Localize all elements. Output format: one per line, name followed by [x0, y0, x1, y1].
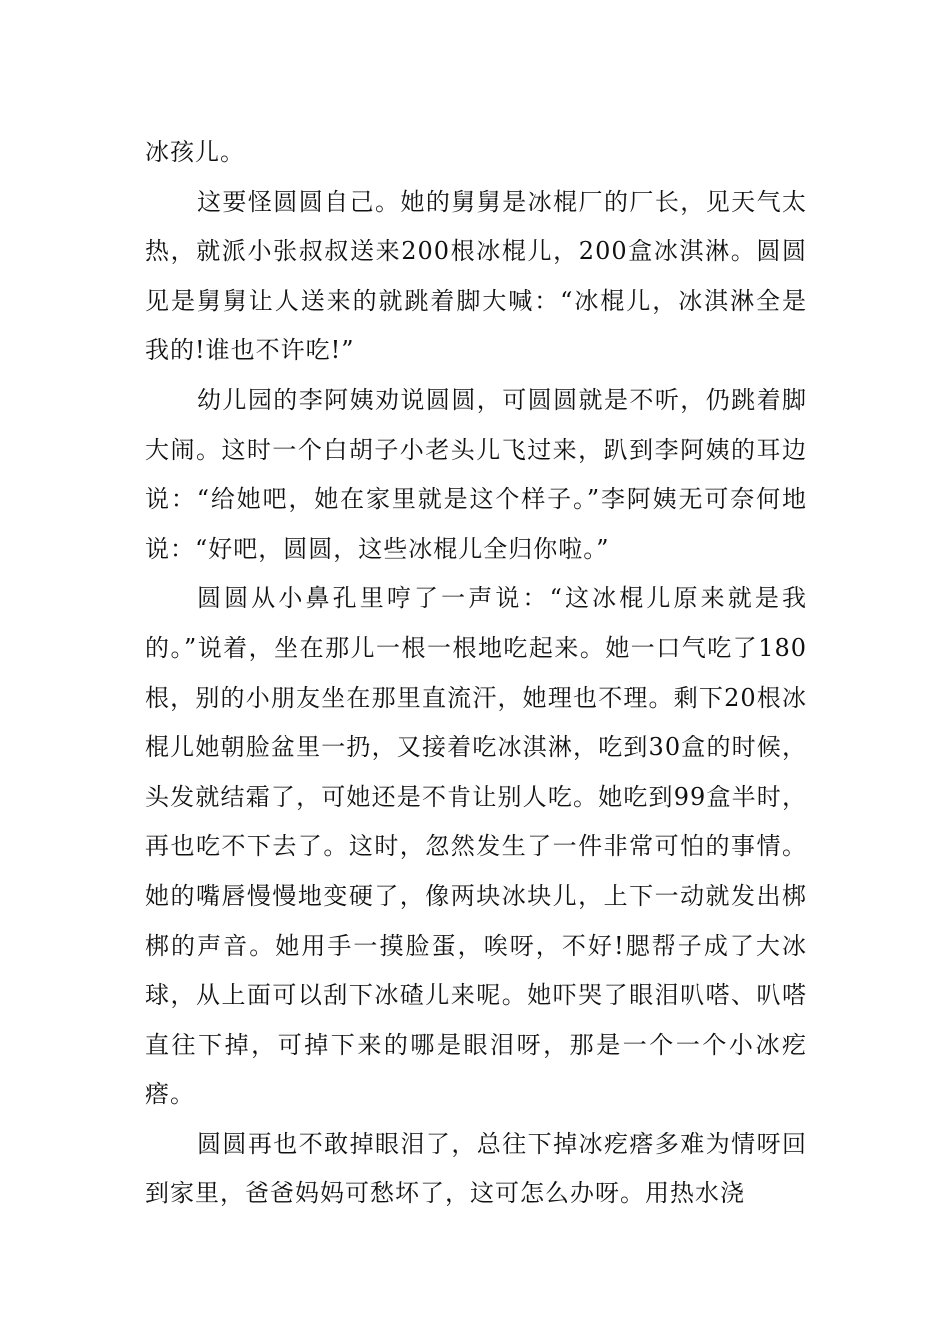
paragraph-returning-home: 圆圆再也不敢掉眼泪了，总往下掉冰疙瘩多难为情呀回到家里，爸爸妈妈可愁坏了，这可怎么办呀。用热水浇 — [145, 1129, 807, 1208]
paragraph-eating-ice: 圆圆从小鼻孔里哼了一声说：“这冰棍儿原来就是我的。”说着，坐在那儿一根一根地吃起来。她一口气吃了180根，别的小朋友坐在那里直流汗，她理也不理。剩下20根冰棍儿她朝脸盆里一扔，又接着吃冰淇淋，吃到30盒的时候，头发就结霜了，可她还是不肯让别人吃。她吃到99盒半时，再也吃不下去了。这时，忽然发生了一件非常可怕的事情。她的嘴唇慢慢地变硬了，像两块冰块儿，上下一动就发出梆梆的声音。她用手一摸脸蛋，唉呀，不好!腮帮子成了大冰球，从上面可以刮下冰碴儿来呢。她吓哭了眼泪叭嗒、叭嗒直往下掉，可掉下来的哪是眼泪呀，那是一个一个小冰疙瘩。 — [145, 584, 807, 1109]
paragraph-aunt-li: 幼儿园的李阿姨劝说圆圆，可圆圆就是不听，仍跳着脚大闹。这时一个白胡子小老头儿飞过来，趴到李阿姨的耳边说：“给她吧，她在家里就是这个样子。”李阿姨无可奈何地说：“好吧，圆圆，这些冰棍儿全归你啦。” — [145, 385, 807, 563]
paragraph-continuation: 冰孩儿。 — [145, 138, 245, 166]
story-text — [145, 128, 807, 1219]
paragraph-uncle-ice-cream: 这要怪圆圆自己。她的舅舅是冰棍厂的厂长，见天气太热，就派小张叔叔送来200根冰棍儿，200盒冰淇淋。圆圆见是舅舅让人送来的就跳着脚大喊：“冰棍儿，冰淇淋全是我的!谁也不许吃!” — [145, 187, 807, 365]
